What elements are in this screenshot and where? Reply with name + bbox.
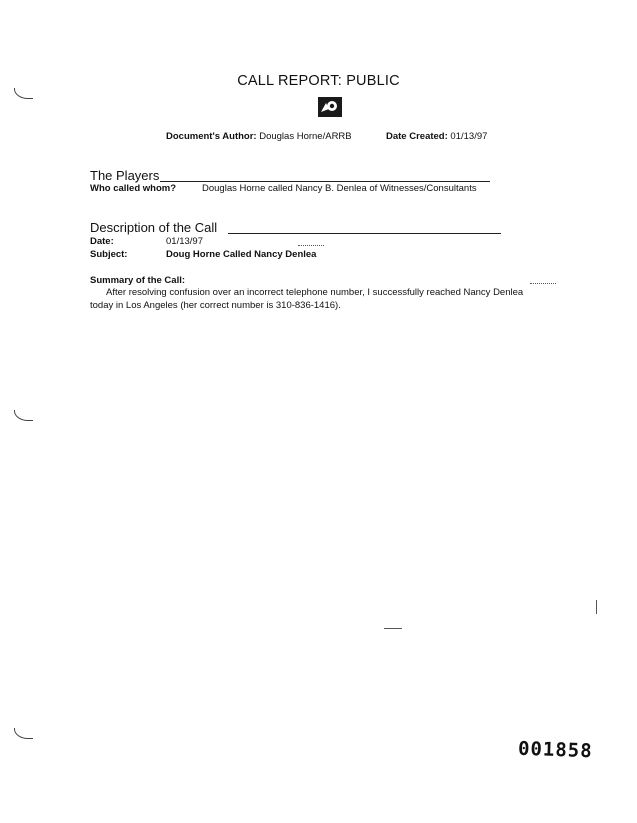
author-value: Douglas Horne/ARRB bbox=[259, 131, 352, 142]
stray-dash bbox=[384, 628, 402, 629]
summary-label: Summary of the Call: bbox=[90, 275, 186, 286]
who-called-value: Douglas Horne called Nancy B. Denlea of Witnesses/Consultants bbox=[202, 183, 477, 194]
date-created-value: 01/13/97 bbox=[450, 131, 488, 142]
subject-label: Subject: bbox=[90, 249, 128, 260]
call-date-value: 01/13/97 bbox=[166, 236, 203, 247]
summary-line-2: today in Los Angeles (her correct number is 310-836-1416). bbox=[90, 300, 341, 311]
description-heading: Description of the Call bbox=[90, 220, 218, 235]
date-created-label: Date Created: bbox=[386, 131, 448, 142]
punch-hole-mark-bottom bbox=[14, 728, 33, 739]
author-row bbox=[166, 131, 352, 142]
agency-seal-icon bbox=[318, 97, 342, 117]
description-rule bbox=[228, 233, 501, 234]
summary-line-1: After resolving confusion over an incorrect telephone number, I successfully reached Nancy Denlea bbox=[106, 287, 524, 298]
document-stamp-number: 001858 bbox=[517, 737, 594, 763]
author-label: Document's Author: bbox=[166, 131, 257, 142]
summary-dots bbox=[530, 283, 556, 284]
who-called-label: Who called whom? bbox=[90, 183, 177, 194]
subject-value: Doug Horne Called Nancy Denlea bbox=[166, 249, 317, 260]
punch-hole-mark-top bbox=[14, 88, 33, 99]
call-date-label: Date: bbox=[90, 236, 114, 247]
punch-hole-mark-middle bbox=[14, 410, 33, 421]
players-rule bbox=[160, 181, 490, 182]
players-heading: The Players bbox=[90, 168, 160, 183]
stray-mark bbox=[596, 600, 597, 614]
page-title: CALL REPORT: PUBLIC bbox=[237, 73, 400, 89]
subject-dots bbox=[298, 245, 324, 246]
date-created-row bbox=[386, 131, 487, 142]
